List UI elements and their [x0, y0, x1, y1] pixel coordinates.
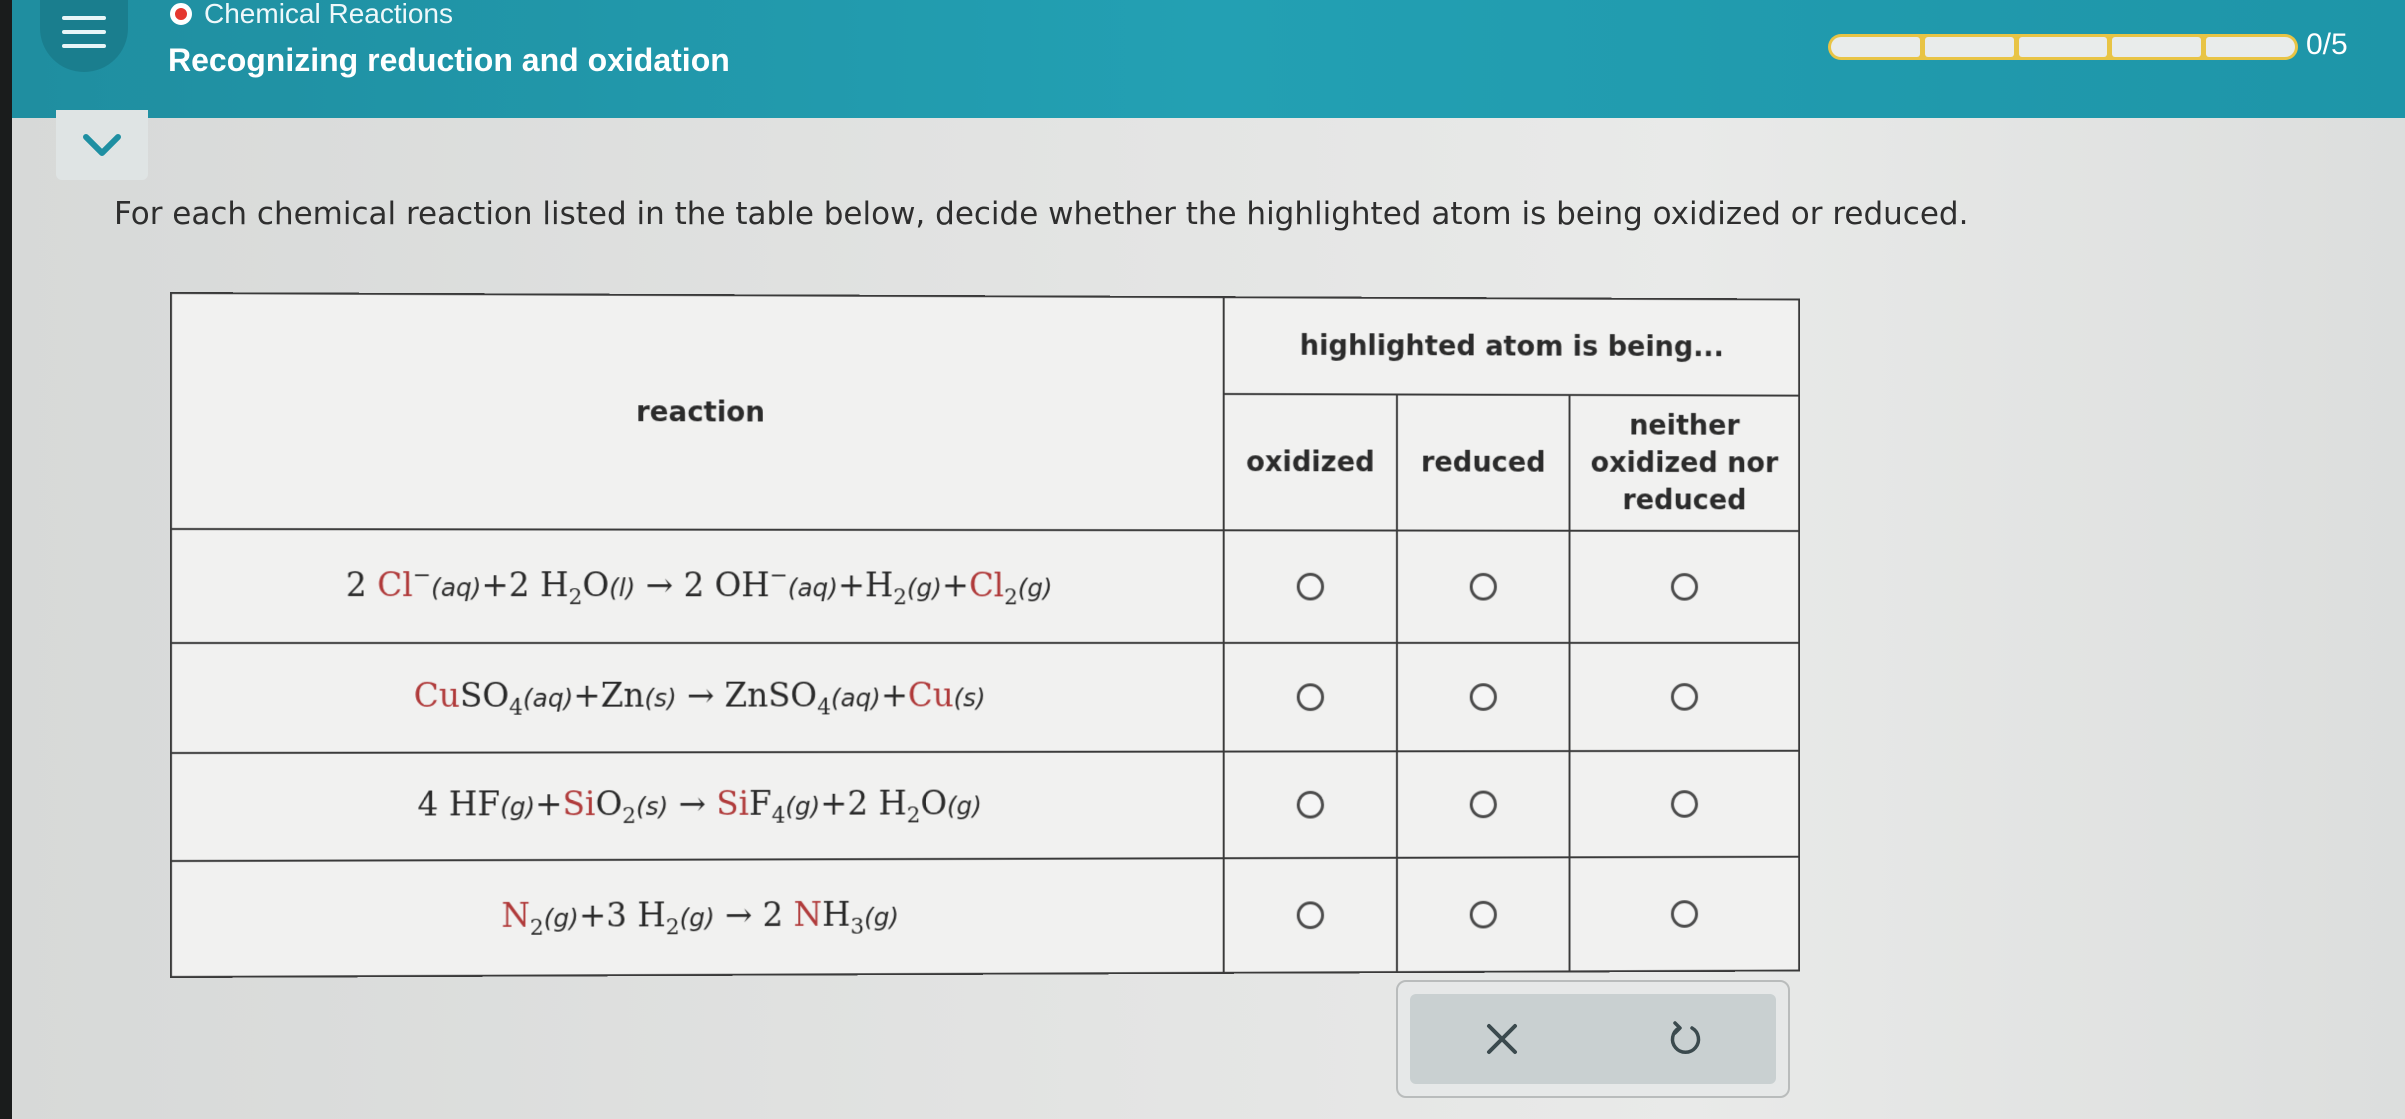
- choice-cell: [1225, 752, 1398, 859]
- progress-segment: [2019, 37, 2108, 57]
- screen-bezel: [0, 0, 12, 1119]
- column-header-oxidized: oxidized: [1225, 395, 1398, 532]
- reaction-equation: 2 Cl−(aq)+2 $H_2O(l) \to 2$ $OH^-(aq)+H_2(g)+Cl_2(g)$: [345, 562, 1053, 610]
- page-title: Recognizing reduction and oxidation: [168, 42, 730, 78]
- choice-cell: [1570, 532, 1798, 644]
- choice-cell: [1398, 532, 1571, 644]
- progress-segment: [1831, 37, 1920, 57]
- radio-neither[interactable]: [1671, 573, 1698, 601]
- undo-icon: [1665, 1019, 1705, 1059]
- reaction-column-header: reaction: [172, 294, 1225, 531]
- radio-reduced[interactable]: [1470, 683, 1497, 711]
- radio-reduced[interactable]: [1470, 901, 1497, 929]
- progress-bar: [1828, 34, 2298, 60]
- menu-icon-bar: [62, 44, 106, 48]
- topic-status-icon: [170, 3, 192, 25]
- column-header-reduced: reduced: [1398, 395, 1571, 531]
- collapse-button[interactable]: [56, 110, 148, 180]
- radio-oxidized[interactable]: [1297, 683, 1324, 711]
- radio-neither[interactable]: [1671, 683, 1698, 711]
- progress-segment: [2112, 37, 2201, 57]
- answer-table: [170, 292, 1800, 978]
- question-prompt: For each chemical reaction listed in the table below, decide whether the highlighted atom is being oxidized or reduced.: [114, 196, 1969, 232]
- topic-label: Chemical Reactions: [204, 0, 453, 29]
- choice-cell: [1225, 644, 1398, 753]
- topic-breadcrumb[interactable]: [170, 0, 453, 28]
- choice-cell: [1570, 858, 1798, 971]
- column-header-neither: neither oxidized nor reduced: [1570, 396, 1798, 532]
- choice-cell: [1398, 644, 1571, 752]
- radio-reduced[interactable]: [1470, 573, 1497, 601]
- radio-oxidized[interactable]: [1297, 901, 1324, 929]
- choice-cell: [1570, 644, 1798, 752]
- radio-neither[interactable]: [1671, 790, 1698, 818]
- menu-icon: [62, 16, 106, 20]
- progress-segment: [1925, 37, 2014, 57]
- radio-reduced[interactable]: [1470, 791, 1497, 819]
- undo-button[interactable]: [1645, 999, 1725, 1079]
- chevron-down-icon: [82, 132, 122, 158]
- choice-cell: [1225, 859, 1398, 972]
- choice-cell: [1398, 858, 1571, 971]
- reaction-cell: [172, 644, 1225, 754]
- group-column-header: highlighted atom is being...: [1225, 298, 1799, 396]
- reaction-equation: 4 HF(g)+SiO$_2$(s) → SiF$_4$(g)+2 $H_2O(g)$: [417, 783, 982, 829]
- reaction-cell: [172, 859, 1225, 976]
- radio-oxidized[interactable]: [1297, 791, 1324, 819]
- action-bar: [1410, 994, 1776, 1084]
- menu-icon-bar: [62, 30, 106, 34]
- reaction-cell: [172, 530, 1225, 644]
- reaction-equation: $N_2(g)+3$ $H_2(g) \to 2$ $NH_3(g)$: [501, 894, 899, 941]
- progress-segment: [2206, 37, 2295, 57]
- answer-actions: [1396, 980, 1790, 1098]
- close-icon: [1485, 1022, 1519, 1056]
- choice-cell: [1570, 752, 1798, 859]
- choice-cell: [1398, 752, 1571, 859]
- clear-button[interactable]: [1462, 999, 1542, 1079]
- reaction-cell: [172, 753, 1225, 862]
- radio-oxidized[interactable]: [1297, 573, 1324, 601]
- progress-count: 0/5: [2306, 28, 2348, 61]
- choice-cell: [1225, 531, 1398, 644]
- radio-neither[interactable]: [1671, 900, 1698, 928]
- reaction-equation: CuSO$_4$(aq)+Zn(s) → ZnSO$_4$(aq)+Cu(s): [413, 675, 986, 721]
